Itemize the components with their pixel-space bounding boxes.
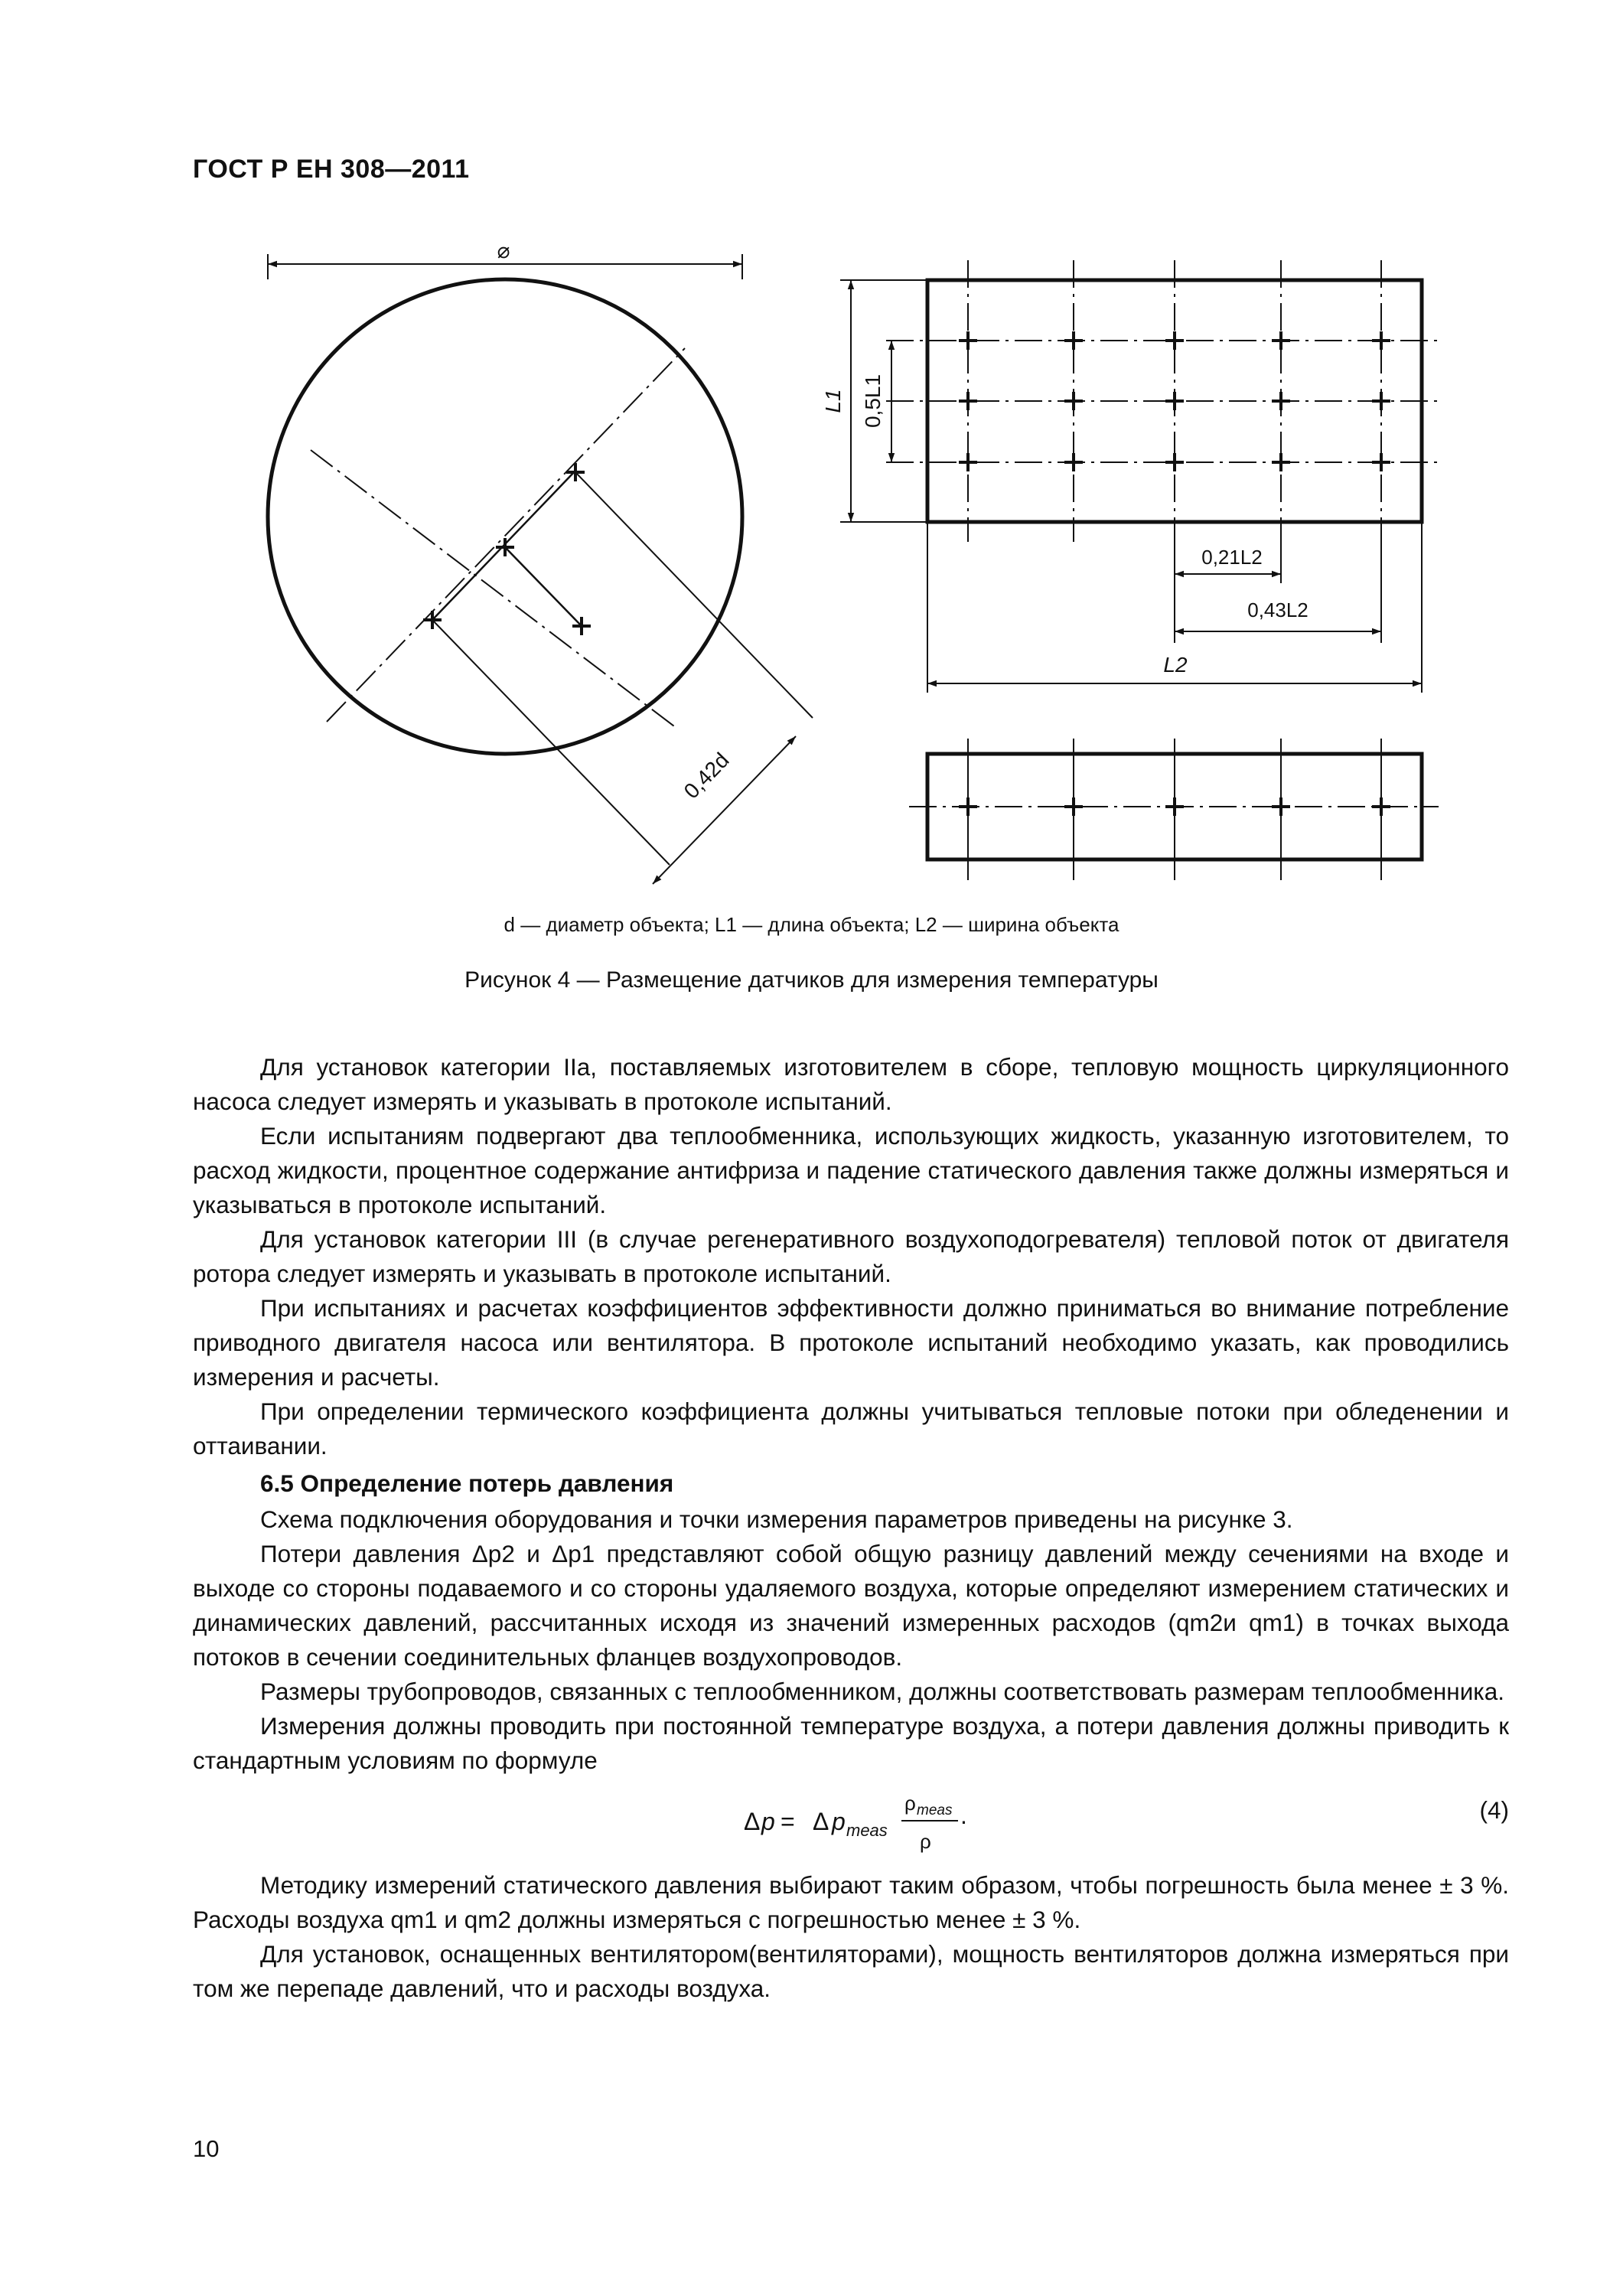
figure-caption: Рисунок 4 — Размещение датчиков для измерения температуры	[464, 967, 1159, 993]
paragraph: Если испытаниям подвергают два теплообменника, использующих жидкость, указанную изготовителем, то расход жидкости, процентное содержание антифриза и падение статического давления также должны измеряться и указываться в протоколе испытаний.	[193, 1122, 1509, 1218]
svg-text:meas: meas	[917, 1802, 953, 1818]
paragraph: Для установок категории IIa, поставляемых изготовителем в сборе, тепловую мощность циркуляционного насоса следует измерять и указывать в протоколе испытаний.	[193, 1053, 1509, 1115]
svg-text:meas: meas	[846, 1821, 888, 1840]
svg-text:Δ: Δ	[813, 1808, 829, 1835]
paragraph: Потери давления Δp2 и Δp1 представляют собой общую разницу давлений между сечениями на входе и выходе со стороны подаваемого и со стороны удаляемого воздуха, которые определяют измерением статических и динамических давлений, рассчитанных исходя из значений измеренных расходов (qm2и qm1) в точках выхода потоков в сечении соединительных фланцев воздухопроводов.	[193, 1540, 1509, 1671]
paragraph: Методику измерений статического давления выбирают таким образом, чтобы погрешность была менее ± 3 %. Расходы воздуха qm1 и qm2 должны измеряться с погрешностью менее ± 3 %.	[193, 1871, 1509, 1933]
formula-4	[193, 1778, 1509, 1868]
paragraph: Для установок, оснащенных вентилятором(вентиляторами), мощность вентиляторов должна измеряться при том же перепаде давлений, что и расходы воздуха.	[193, 1940, 1509, 2002]
l2-021-label: 0,21L2	[1201, 546, 1263, 569]
svg-text:.: .	[960, 1802, 967, 1829]
svg-text:=: =	[781, 1808, 795, 1835]
svg-text:ρ: ρ	[904, 1792, 916, 1815]
formula-graphic	[193, 1778, 1509, 1868]
svg-text:p: p	[761, 1808, 775, 1835]
standard-header: ГОСТ Р ЕН 308—2011	[193, 155, 470, 184]
l2-043-label: 0,43L2	[1247, 598, 1309, 621]
rect-view	[821, 260, 1439, 693]
half-l1-label: 0,5L1	[861, 373, 885, 429]
paragraph: При испытаниях и расчетах коэффициентов эффективности должно приниматься во внимание потребление приводного двигателя насоса или вентилятора. В протоколе испытаний необходимо указать, как проводились измерения и расчеты.	[193, 1294, 1509, 1391]
rect-side-view	[909, 739, 1439, 880]
sensor-placement-figure	[0, 0, 1623, 911]
radial-dim-label: 0,42d	[679, 748, 734, 804]
svg-text:Δ: Δ	[744, 1808, 761, 1835]
paragraph: Размеры трубопроводов, связанных с теплообменником, должны соответствовать размерам теплообменника.	[260, 1678, 1505, 1705]
svg-text:ρ: ρ	[920, 1830, 931, 1853]
section-heading: 6.5 Определение потерь давления	[260, 1469, 674, 1497]
diameter-symbol: ⌀	[497, 239, 510, 263]
circle-view	[268, 239, 813, 884]
paragraph: Схема подключения оборудования и точки измерения параметров приведены на рисунке 3.	[260, 1505, 1293, 1533]
l2-label: L2	[1163, 653, 1188, 677]
duct-circle	[268, 279, 742, 754]
formula-number: (4)	[1479, 1796, 1509, 1824]
paragraph: При определении термического коэффициента должны учитываться тепловые потоки при обледенении и оттаивании.	[193, 1397, 1509, 1459]
paragraph: Измерения должны проводить при постоянной температуре воздуха, а потери давления должны приводить к стандартным условиям по формуле	[193, 1712, 1509, 1774]
svg-text:p: p	[832, 1808, 846, 1835]
figure-legend	[0, 913, 1623, 937]
legend-text: d — диаметр объекта; L1 — длина объекта; L2 — ширина объекта	[504, 913, 1119, 936]
body-text	[193, 1050, 1509, 2006]
page-number: 10	[193, 2135, 220, 2162]
paragraph: Для установок категории III (в случае регенеративного воздухоподогревателя) тепловой поток от двигателя ротора следует измерять и указывать в протоколе испытаний.	[193, 1225, 1509, 1287]
l1-label: L1	[821, 389, 845, 413]
